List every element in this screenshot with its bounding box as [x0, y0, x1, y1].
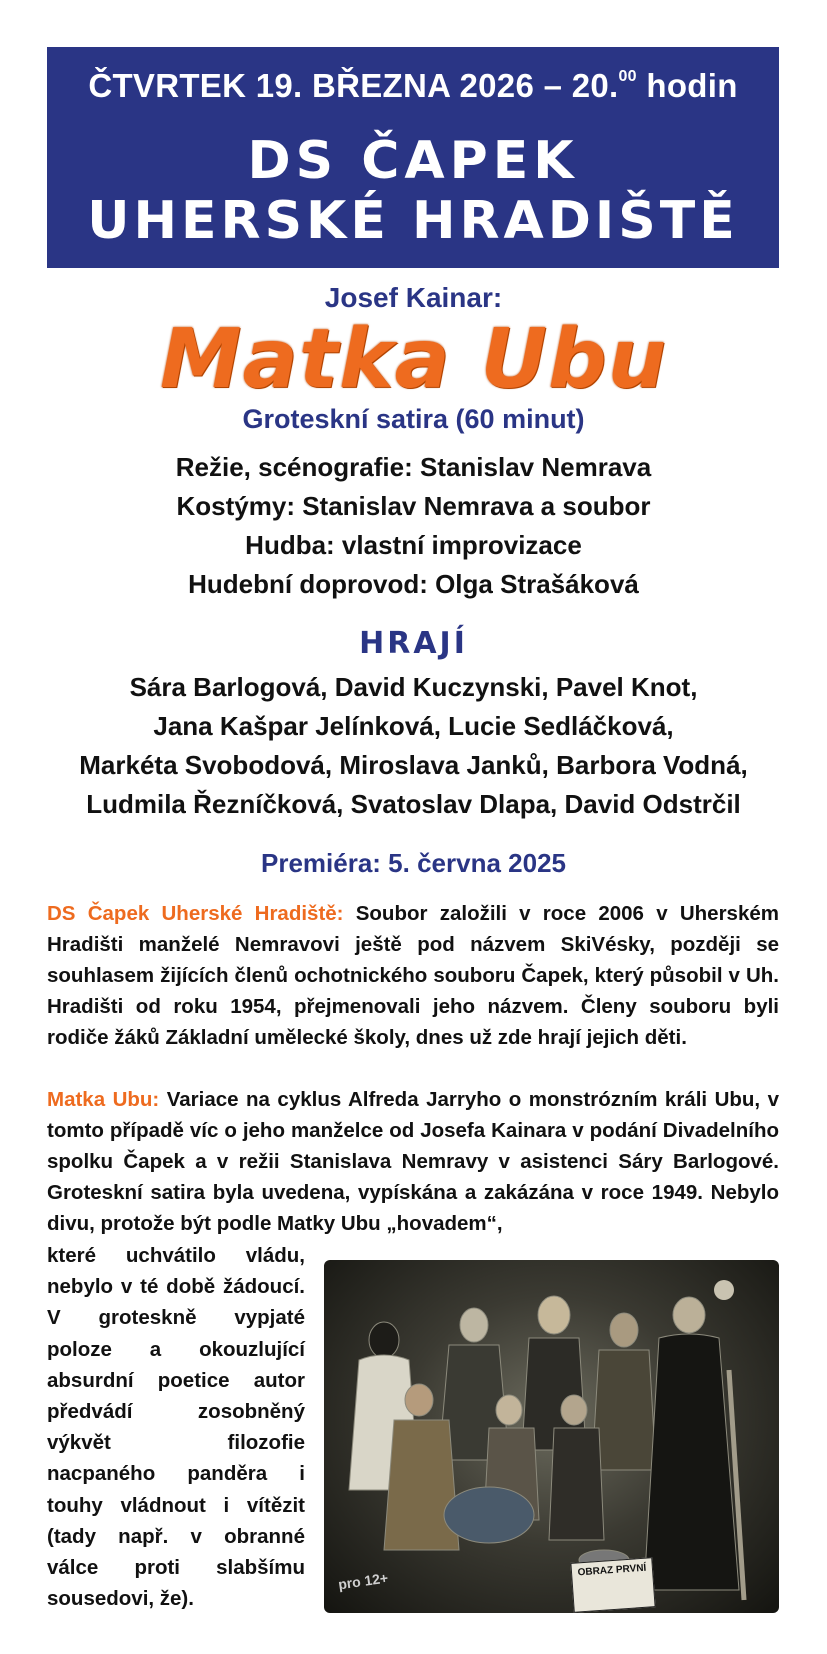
credit-direction: Režie, scénografie: Stanislav Nemrava — [175, 452, 652, 482]
group-description-text: Soubor založili v roce 2006 v Uherském Hradišti manželé Nemravovi ještě pod názvem SkiVésky, později se souhlasem žijících členů ochotnického souboru Čapek, který působil v Uh. Hradišti od roku 1954, přejmenovali jeho názvem. Členy souboru byli rodiče žáků Základní umělecké školy, dnes už zde hrají jejich děti. — [47, 902, 779, 1049]
credit-music: Hudba: vlastní improvizace — [245, 530, 582, 560]
credit-accompaniment: Hudební doprovod: Olga Strašáková — [188, 569, 639, 599]
event-date: ČTVRTEK 19. BŘEZNA 2026 – 20.00 hodin — [88, 67, 738, 104]
cast-photo — [324, 1260, 779, 1613]
play-genre: Groteskní satira (60 minut) — [242, 404, 585, 434]
cast-list — [0, 668, 827, 824]
cast-heading: HRAJÍ — [359, 626, 468, 661]
cast-line: Ludmila Řezníčková, Svatoslav Dlapa, David Odstrčil — [86, 789, 741, 819]
play-description-continuation: které uchvátilo vládu, nebylo v té době žádoucí. V groteskně vypjaté poloze a okouzlující absurdní poetice autor předvádí zosobněný výkvět filozofie nacpaného panděra i touhy vládnout i vítězit (tady např. v obranné válce proti slabšímu sousedovi, že). — [47, 1244, 305, 1611]
group-name-line1: DS ČAPEK — [247, 131, 579, 191]
cast-photo-figures — [324, 1260, 779, 1613]
group-description-lead: DS Čapek Uherské Hradiště: — [47, 902, 344, 925]
event-header — [47, 47, 779, 268]
cast-line: Sára Barlogová, David Kuczynski, Pavel Knot, — [129, 672, 698, 702]
time-minutes: 00 — [618, 68, 637, 85]
play-title: Matka Ubu — [159, 312, 668, 407]
play-description — [47, 1084, 779, 1239]
cast-line: Jana Kašpar Jelínková, Lucie Sedláčková, — [153, 711, 674, 741]
group-name-line2: UHERSKÉ HRADIŠTĚ — [87, 191, 739, 251]
scene-sign: OBRAZ PRVNÍ — [570, 1557, 655, 1613]
play-description-text: Variace na cyklus Alfreda Jarryho o monstrózním králi Ubu, v tomto případě víc o jeho manželce od Josefa Kainara v podání Divadelního spolku Čapek a v režii Stanislava Nemravy v asistenci Sáry Barlogové. Groteskní satira byla uvedena, vypískána a zakázána v roce 1949. Nebylo divu, protože být podle Matky Ubu „hovadem“, — [47, 1088, 779, 1235]
group-description — [47, 898, 779, 1053]
play-description-lead: Matka Ubu: — [47, 1088, 160, 1111]
credits-list — [0, 448, 827, 604]
age-rating: pro 12+ — [337, 1569, 390, 1593]
premiere-date: Premiéra: 5. června 2025 — [261, 848, 566, 878]
credit-costumes: Kostýmy: Stanislav Nemrava a soubor — [176, 491, 651, 521]
play-author: Josef Kainar: — [324, 282, 503, 313]
cast-line: Markéta Svobodová, Miroslava Janků, Barbora Vodná, — [79, 750, 748, 780]
